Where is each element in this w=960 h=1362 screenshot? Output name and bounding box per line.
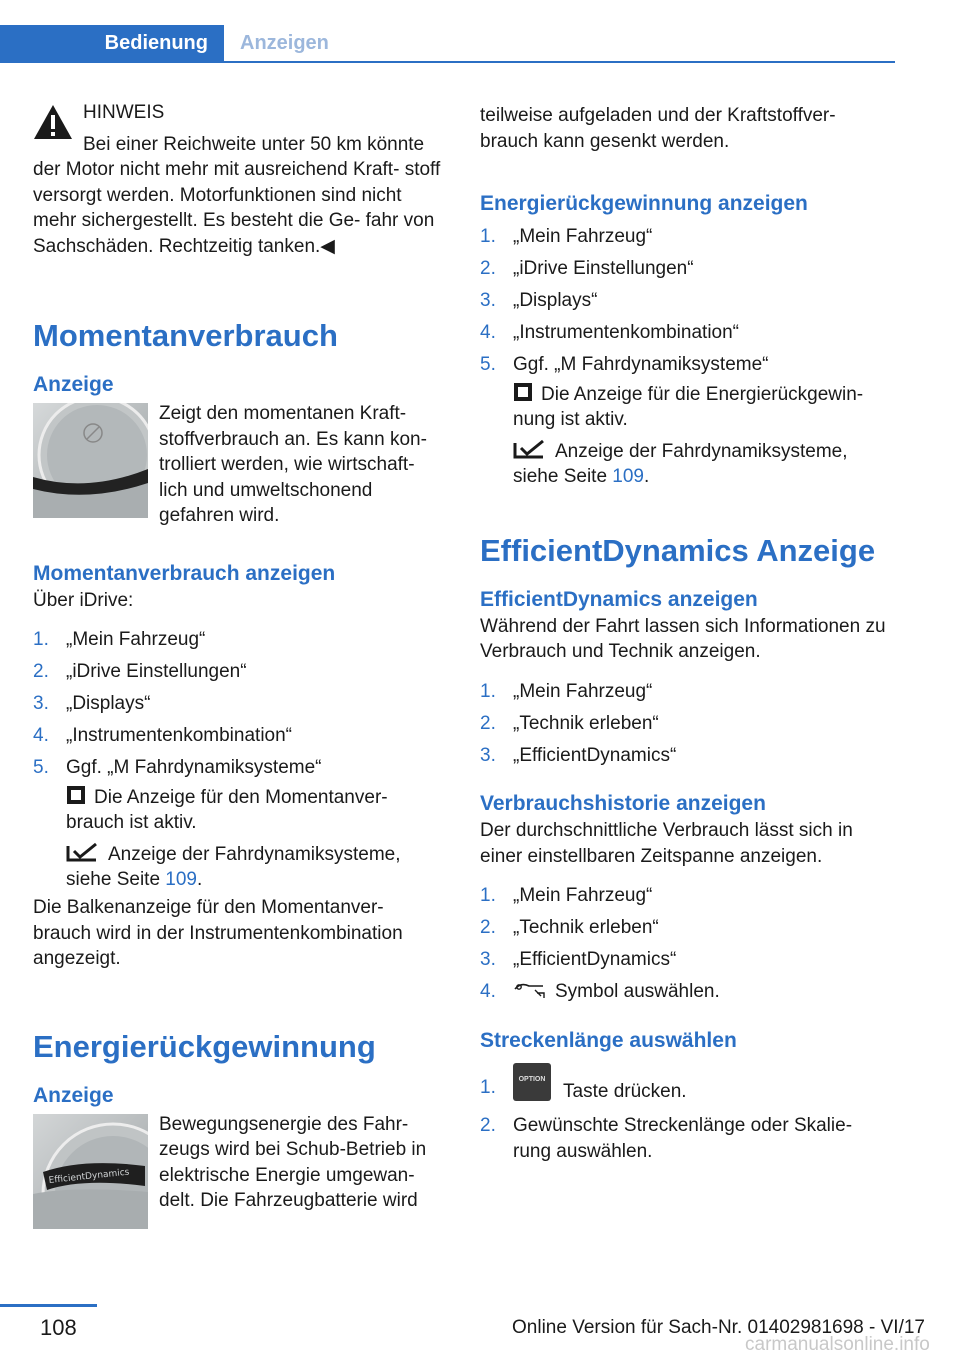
- list-item: 3. „Displays“: [480, 290, 598, 311]
- subheading-streckenlaenge: Streckenlänge auswählen: [480, 1028, 737, 1052]
- list-item: 4. „Instrumentenkombination“: [33, 725, 292, 746]
- energie-note-dynamics: Anzeige der Fahrdynamiksysteme, siehe Seite 109.: [513, 440, 848, 487]
- page-number: 108: [40, 1315, 77, 1340]
- list-item: 1. „Mein Fahrzeug“: [33, 629, 206, 650]
- warning-text: der Motor nicht mehr mit ausreichend Kraft‐ stoff versorgt werden. Motorfunktionen sind nicht mehr sichergestellt. Es besteht die Ge‐ fahr von Sachschäden. Rechtzeitig tanken.◀: [33, 159, 441, 257]
- right-column: [480, 100, 890, 1171]
- heading-energierueckgewinnung: Energierückgewinnung: [33, 1028, 376, 1064]
- momentan-note-dynamics: Anzeige der Fahrdynamiksysteme, siehe Seite 109.: [66, 843, 401, 890]
- warning-title: HINWEIS: [83, 102, 165, 123]
- gauge-label: EfficientDynamics: [48, 1167, 130, 1186]
- energie-description: Bewegungsenergie des Fahr‐ zeugs wird bei Schub-Betrieb in elektrische Energie umgewan‐ delt. Die Fahrzeugbatterie wird: [159, 1113, 427, 1211]
- option-button-label: OPTION: [518, 1075, 546, 1083]
- list-item: 2. „Technik erleben“: [480, 712, 659, 734]
- subheading-anzeige-energie: Anzeige: [33, 1083, 114, 1107]
- footer-online-version: Online Version für Sach-Nr. 01402981698 - VI/17: [512, 1317, 925, 1338]
- subheading-verbrauchshistorie: Verbrauchshistorie anzeigen: [480, 792, 766, 815]
- historie-intro: Der durchschnittliche Verbrauch lässt sich in einer einstellbaren Zeitspanne anzeigen.: [480, 820, 853, 867]
- momentan-outro: Die Balkenanzeige für den Momentanver‐ brauch wird in der Instrumentenkombination angezeigt.: [33, 897, 403, 969]
- historie-steps: [480, 883, 890, 1005]
- checkbox-filled-icon: [513, 382, 533, 402]
- page-number-bar: [0, 1304, 97, 1307]
- tab-anzeigen[interactable]: Anzeigen: [240, 32, 329, 54]
- heading-momentanverbrauch: Momentanverbrauch: [33, 318, 338, 353]
- list-item: 4. „Instrumentenkombination“: [480, 322, 739, 343]
- watermark: carmanualsonline.info: [745, 1334, 930, 1355]
- energie-continuation: teilweise aufgeladen und der Kraftstoffver‐ brauch kann gesenkt werden.: [480, 105, 836, 152]
- header-tabbar: [0, 25, 895, 63]
- checkbox-filled-icon: [66, 785, 86, 805]
- energie-steps: [480, 224, 890, 490]
- efficientdynamics-gauge-image: [33, 1114, 148, 1229]
- history-symbol-icon: [513, 979, 547, 999]
- subheading-momentan-anzeigen: Momentanverbrauch anzeigen: [33, 561, 336, 585]
- list-item: 2. „iDrive Einstellungen“: [480, 258, 694, 279]
- momentan-steps: [33, 627, 443, 893]
- efficient-steps: [480, 679, 890, 769]
- list-item: 1. „Mein Fahrzeug“: [480, 226, 653, 247]
- list-item: 5. Ggf. „M Fahrdynamiksysteme“ Die Anzeige für den Momentanver‐ brauch ist aktiv. Anzeige der Fahrdynamiksysteme, siehe Seite 109.: [33, 755, 443, 893]
- subheading-anzeige-momentan: Anzeige: [33, 373, 114, 396]
- heading-efficientdynamics: EfficientDynamics Anzeige: [480, 532, 876, 568]
- subheading-efficient-anzeigen: EfficientDynamics anzeigen: [480, 587, 758, 611]
- subheading-energie-anzeigen: Energierückgewinnung anzeigen: [480, 192, 808, 215]
- momentan-figure-block: [33, 401, 443, 529]
- list-item: 5. Ggf. „M Fahrdynamiksysteme“ Die Anzeige für die Energierückgewin‐ nung ist aktiv. Anzeige der Fahrdynamiksysteme, siehe Seite 109.: [480, 352, 890, 490]
- consumption-gauge-image: [33, 403, 148, 518]
- tab-bedienung[interactable]: Bedienung: [0, 25, 224, 61]
- page-link-109[interactable]: 109: [165, 869, 197, 890]
- list-item: 1. OPTION Taste drücken.: [480, 1063, 890, 1107]
- momentan-intro: Über iDrive:: [33, 589, 134, 611]
- list-item: 1. „Mein Fahrzeug“: [480, 680, 653, 702]
- list-item: 3. „Displays“: [33, 693, 151, 714]
- checkmark-arrow-icon: [66, 842, 100, 862]
- list-item: 2. „Technik erleben“: [480, 917, 659, 938]
- list-item: 1. „Mein Fahrzeug“: [480, 885, 653, 906]
- left-column: [33, 100, 443, 1230]
- page-link-109[interactable]: 109: [612, 466, 644, 487]
- list-item: 3. „EfficientDynamics“: [480, 744, 677, 766]
- checkmark-arrow-icon: [513, 439, 547, 459]
- warning-triangle-icon: [33, 104, 73, 140]
- energie-note-active: Die Anzeige für die Energierückgewin‐ nung ist aktiv.: [513, 383, 864, 430]
- energie-figure-block: [33, 1112, 443, 1230]
- list-item: 4. Symbol auswählen.: [480, 981, 720, 1002]
- momentan-note-active: Die Anzeige für den Momentanver‐ brauch ist aktiv.: [66, 786, 388, 833]
- momentan-description: Zeigt den momentanen Kraft‐ stoffverbrauch an. Es kann kon‐ trolliert werden, wie wirtschaft‐ lich und umweltschonend gefahren wird.: [159, 403, 427, 526]
- warning-line1: Bei einer Reichweite unter 50 km könnte: [83, 133, 425, 155]
- list-item: 2. Gewünschte Streckenlänge oder Skalie‐ rung auswählen.: [480, 1115, 853, 1162]
- efficient-intro: Während der Fahrt lassen sich Informationen zu Verbrauch und Technik anzeigen.: [480, 615, 886, 662]
- list-item: 3. „EfficientDynamics“: [480, 949, 677, 970]
- warning-box: [33, 100, 443, 259]
- list-item: 2. „iDrive Einstellungen“: [33, 661, 247, 682]
- option-button-icon: [513, 1063, 551, 1101]
- strecke-steps: [480, 1063, 890, 1165]
